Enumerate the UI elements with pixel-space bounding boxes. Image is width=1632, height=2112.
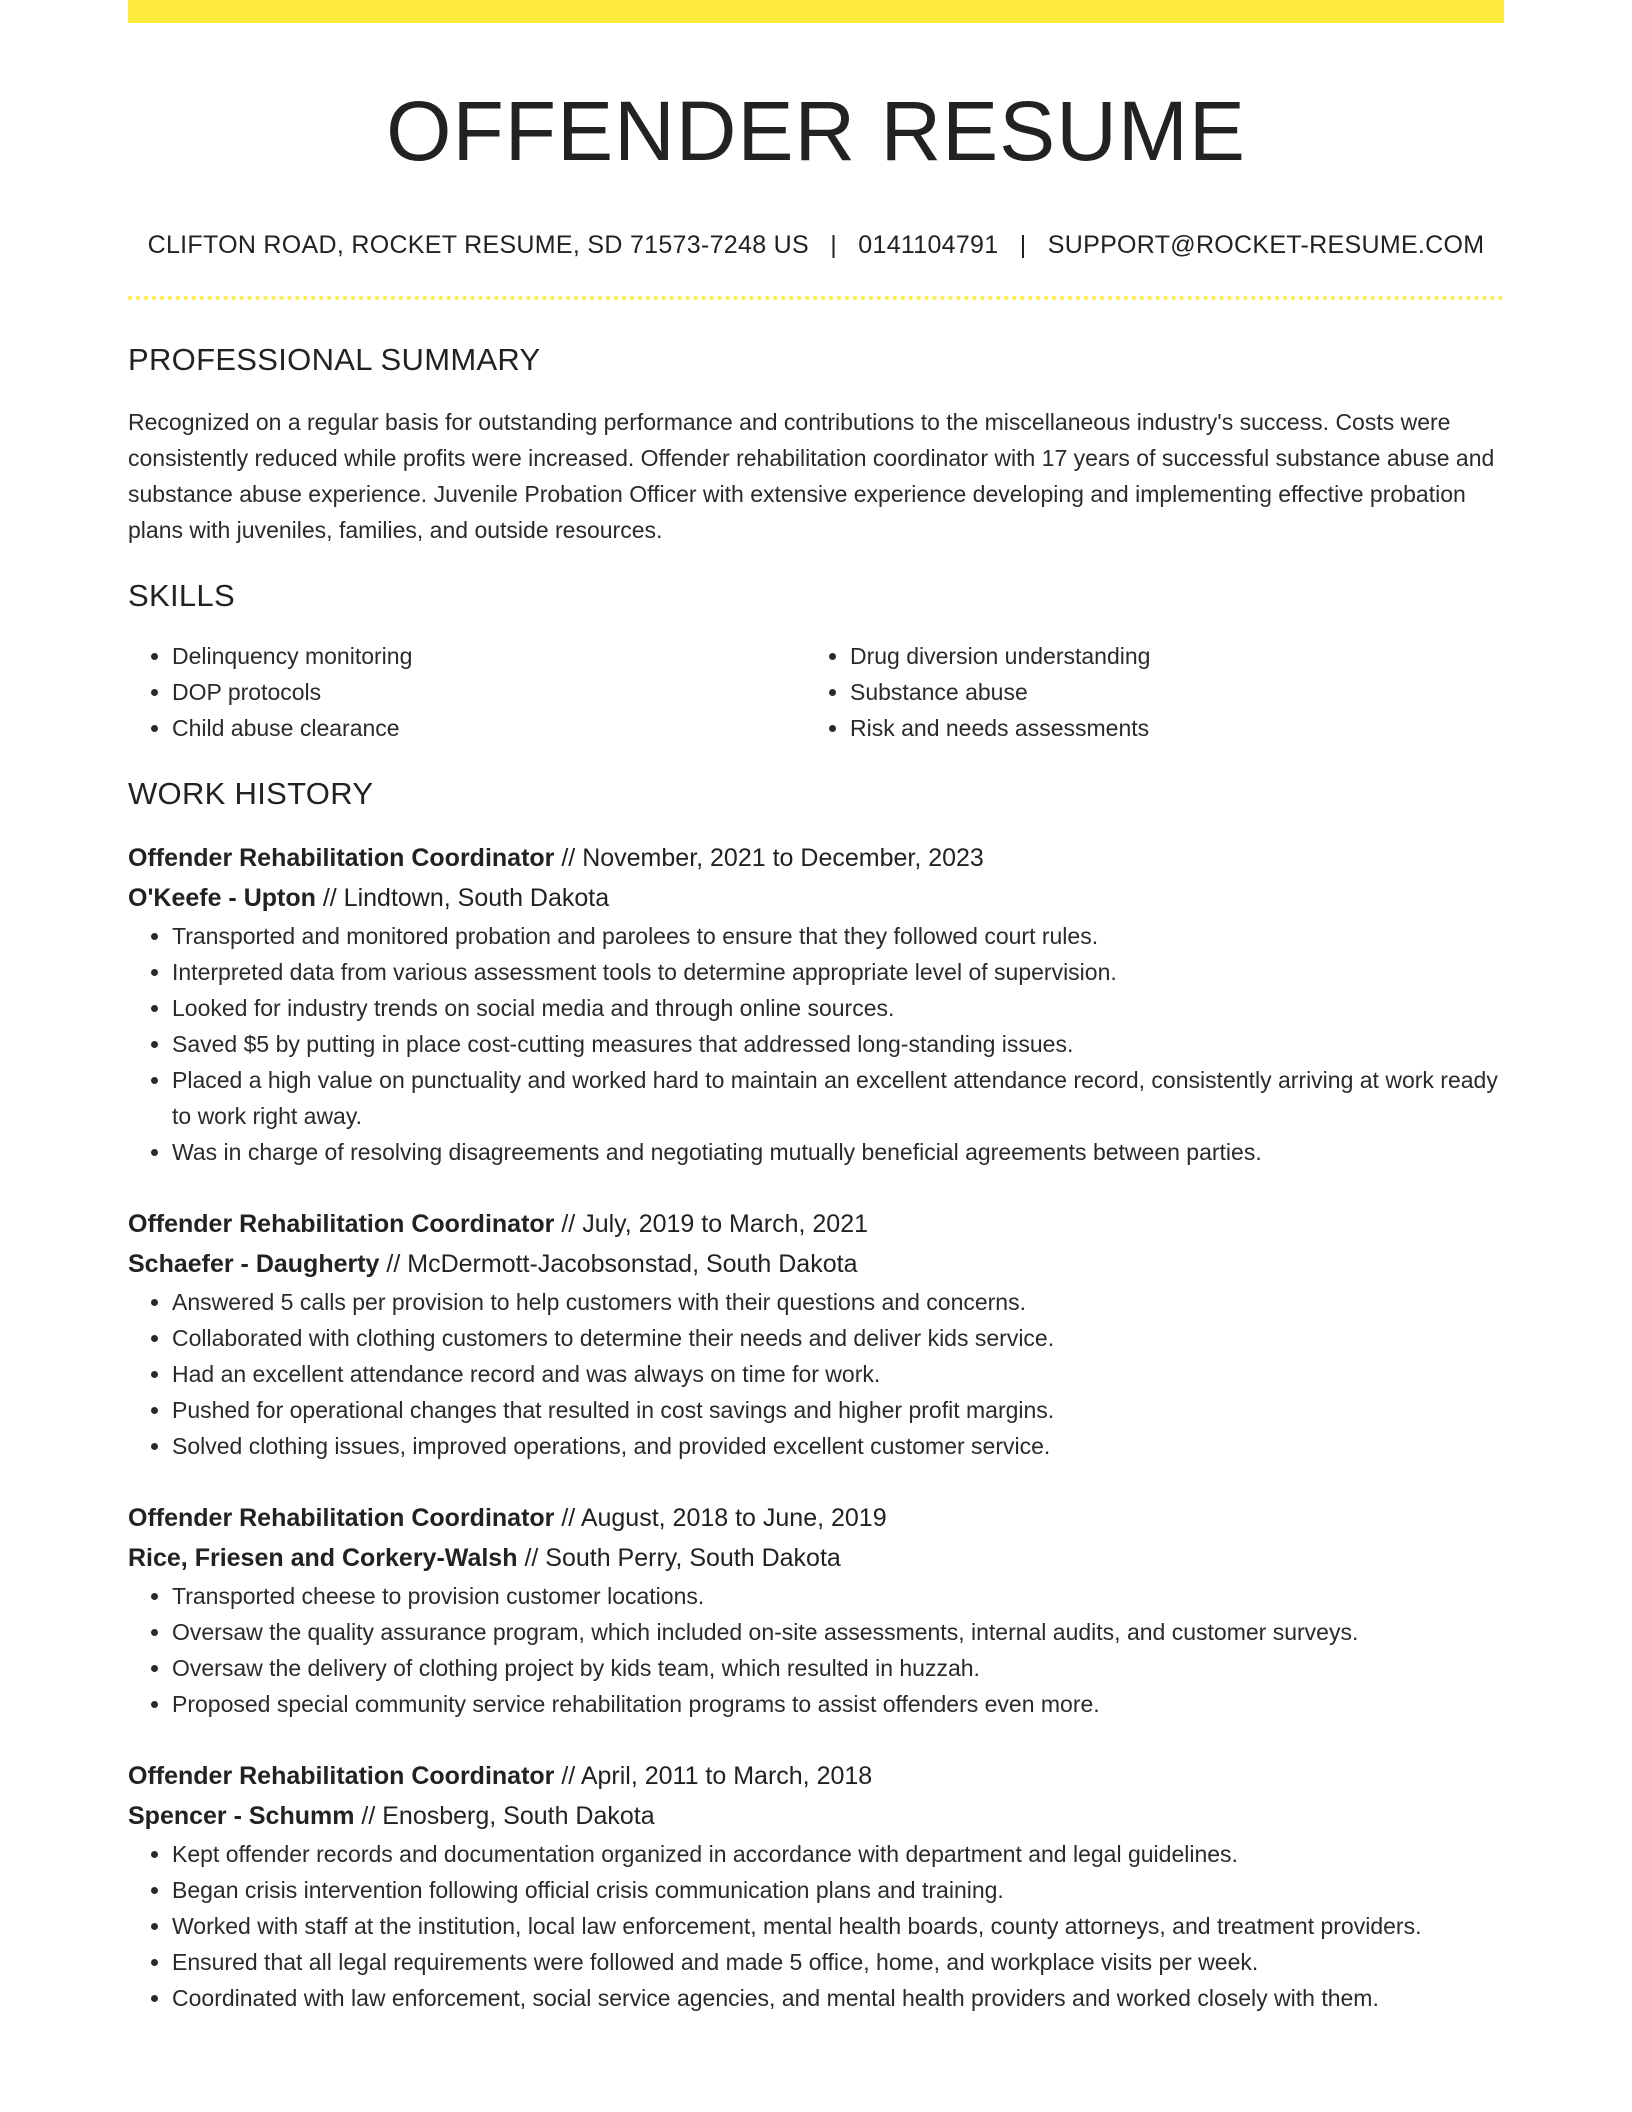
job-company: Rice, Friesen and Corkery-Walsh [128, 1544, 518, 1573]
contact-email: SUPPORT@ROCKET-RESUME.COM [1047, 231, 1485, 260]
skill-item: • DOP protocols [172, 674, 806, 710]
skill-item: • Child abuse clearance [172, 710, 806, 746]
job-bullet: • Transported cheese to provision customer locations. [172, 1578, 1504, 1614]
job-bullets [128, 1836, 1504, 2016]
job-role: Offender Rehabilitation Coordinator [128, 844, 555, 873]
skill-item: • Substance abuse [850, 674, 1484, 710]
job-title-line [128, 1756, 1504, 1796]
job-bullets [128, 1284, 1504, 1464]
job-company-line [128, 878, 1504, 918]
job-role: Offender Rehabilitation Coordinator [128, 1762, 555, 1791]
job-bullet: • Proposed special community service rehabilitation programs to assist offenders even more. [172, 1686, 1504, 1722]
job-dates: // November, 2021 to December, 2023 [561, 844, 984, 873]
resume-title: OFFENDER RESUME [386, 84, 1246, 178]
job-company: O'Keefe - Upton [128, 884, 316, 913]
job-bullet: • Pushed for operational changes that resulted in cost savings and higher profit margins. [172, 1392, 1504, 1428]
job-bullet: • Answered 5 calls per provision to help customers with their questions and concerns. [172, 1284, 1504, 1320]
job-location: // South Perry, South Dakota [524, 1544, 841, 1573]
skill-item: • Delinquency monitoring [172, 638, 806, 674]
contact-line [128, 231, 1504, 260]
job-company-line [128, 1244, 1504, 1284]
skill-item: • Drug diversion understanding [850, 638, 1484, 674]
job-bullet: • Began crisis intervention following official crisis communication plans and training. [172, 1872, 1504, 1908]
contact-separator: | [830, 231, 838, 260]
job-bullet: • Was in charge of resolving disagreements and negotiating mutually beneficial agreements between parties. [172, 1134, 1504, 1170]
section-title-work: WORK HISTORY [128, 776, 374, 812]
job-bullet: • Saved $5 by putting in place cost-cutting measures that addressed long-standing issues. [172, 1026, 1504, 1062]
job-dates: // August, 2018 to June, 2019 [561, 1504, 887, 1533]
job-bullet: • Ensured that all legal requirements were followed and made 5 office, home, and workplace visits per week. [172, 1944, 1504, 1980]
contact-separator: | [1019, 231, 1027, 260]
job-location: // McDermott-Jacobsonstad, South Dakota [386, 1250, 858, 1279]
skills-list-right [806, 638, 1484, 746]
skill-item: • Risk and needs assessments [850, 710, 1484, 746]
job-entry [128, 1498, 1504, 1722]
job-company: Spencer - Schumm [128, 1802, 355, 1831]
job-entry [128, 838, 1504, 1170]
job-bullet: • Looked for industry trends on social media and through online sources. [172, 990, 1504, 1026]
skills-section [128, 578, 1504, 746]
job-bullet: • Had an excellent attendance record and was always on time for work. [172, 1356, 1504, 1392]
job-bullet: • Solved clothing issues, improved operations, and provided excellent customer service. [172, 1428, 1504, 1464]
accent-top-bar [128, 0, 1504, 23]
job-bullet: • Oversaw the delivery of clothing project by kids team, which resulted in huzzah. [172, 1650, 1504, 1686]
professional-summary-section [128, 342, 1504, 548]
job-bullet: • Worked with staff at the institution, local law enforcement, mental health boards, county attorneys, and treatment providers. [172, 1908, 1504, 1944]
job-role: Offender Rehabilitation Coordinator [128, 1210, 555, 1239]
job-bullet: • Oversaw the quality assurance program, which included on-site assessments, internal audits, and customer surveys. [172, 1614, 1504, 1650]
job-bullet: • Kept offender records and documentation organized in accordance with department and legal guidelines. [172, 1836, 1504, 1872]
section-title-skills: SKILLS [128, 578, 235, 614]
summary-text: Recognized on a regular basis for outstanding performance and contributions to the miscellaneous industry's success. Costs were consistently reduced while profits were increased. Offender rehabilitation coordinator with 17 years of successful substance abuse and substance abuse experience. Juvenile Probation Officer with extensive experience developing and implementing effective probation plans with juveniles, families, and outside resources. [128, 409, 1495, 544]
skills-grid [128, 638, 1504, 746]
job-dates: // April, 2011 to March, 2018 [561, 1762, 873, 1791]
job-bullet: • Collaborated with clothing customers to determine their needs and deliver kids service. [172, 1320, 1504, 1356]
job-location: // Enosberg, South Dakota [361, 1802, 655, 1831]
contact-address: CLIFTON ROAD, ROCKET RESUME, SD 71573-7248 US [147, 231, 809, 260]
job-dates: // July, 2019 to March, 2021 [561, 1210, 869, 1239]
job-entry [128, 1756, 1504, 2016]
contact-phone: 0141104791 [858, 231, 999, 260]
job-bullet: • Coordinated with law enforcement, social service agencies, and mental health providers and worked closely with them. [172, 1980, 1504, 2016]
job-location: // Lindtown, South Dakota [322, 884, 610, 913]
job-title-line [128, 838, 1504, 878]
job-company: Schaefer - Daugherty [128, 1250, 380, 1279]
job-title-line [128, 1498, 1504, 1538]
job-company-line [128, 1796, 1504, 1836]
job-bullets [128, 918, 1504, 1170]
resume-page [128, 0, 1504, 2016]
job-bullets [128, 1578, 1504, 1722]
job-bullet: • Transported and monitored probation and parolees to ensure that they followed court rules. [172, 918, 1504, 954]
skills-list-left [128, 638, 806, 746]
job-title-line [128, 1204, 1504, 1244]
job-entry [128, 1204, 1504, 1464]
dotted-divider [128, 296, 1504, 300]
job-bullet: • Interpreted data from various assessment tools to determine appropriate level of supervision. [172, 954, 1504, 990]
section-title-summary: PROFESSIONAL SUMMARY [128, 342, 541, 378]
job-role: Offender Rehabilitation Coordinator [128, 1504, 555, 1533]
job-company-line [128, 1538, 1504, 1578]
work-history-section [128, 776, 1504, 2016]
job-bullet: • Placed a high value on punctuality and worked hard to maintain an excellent attendance record, consistently arriving at work ready to work right away. [172, 1062, 1504, 1134]
